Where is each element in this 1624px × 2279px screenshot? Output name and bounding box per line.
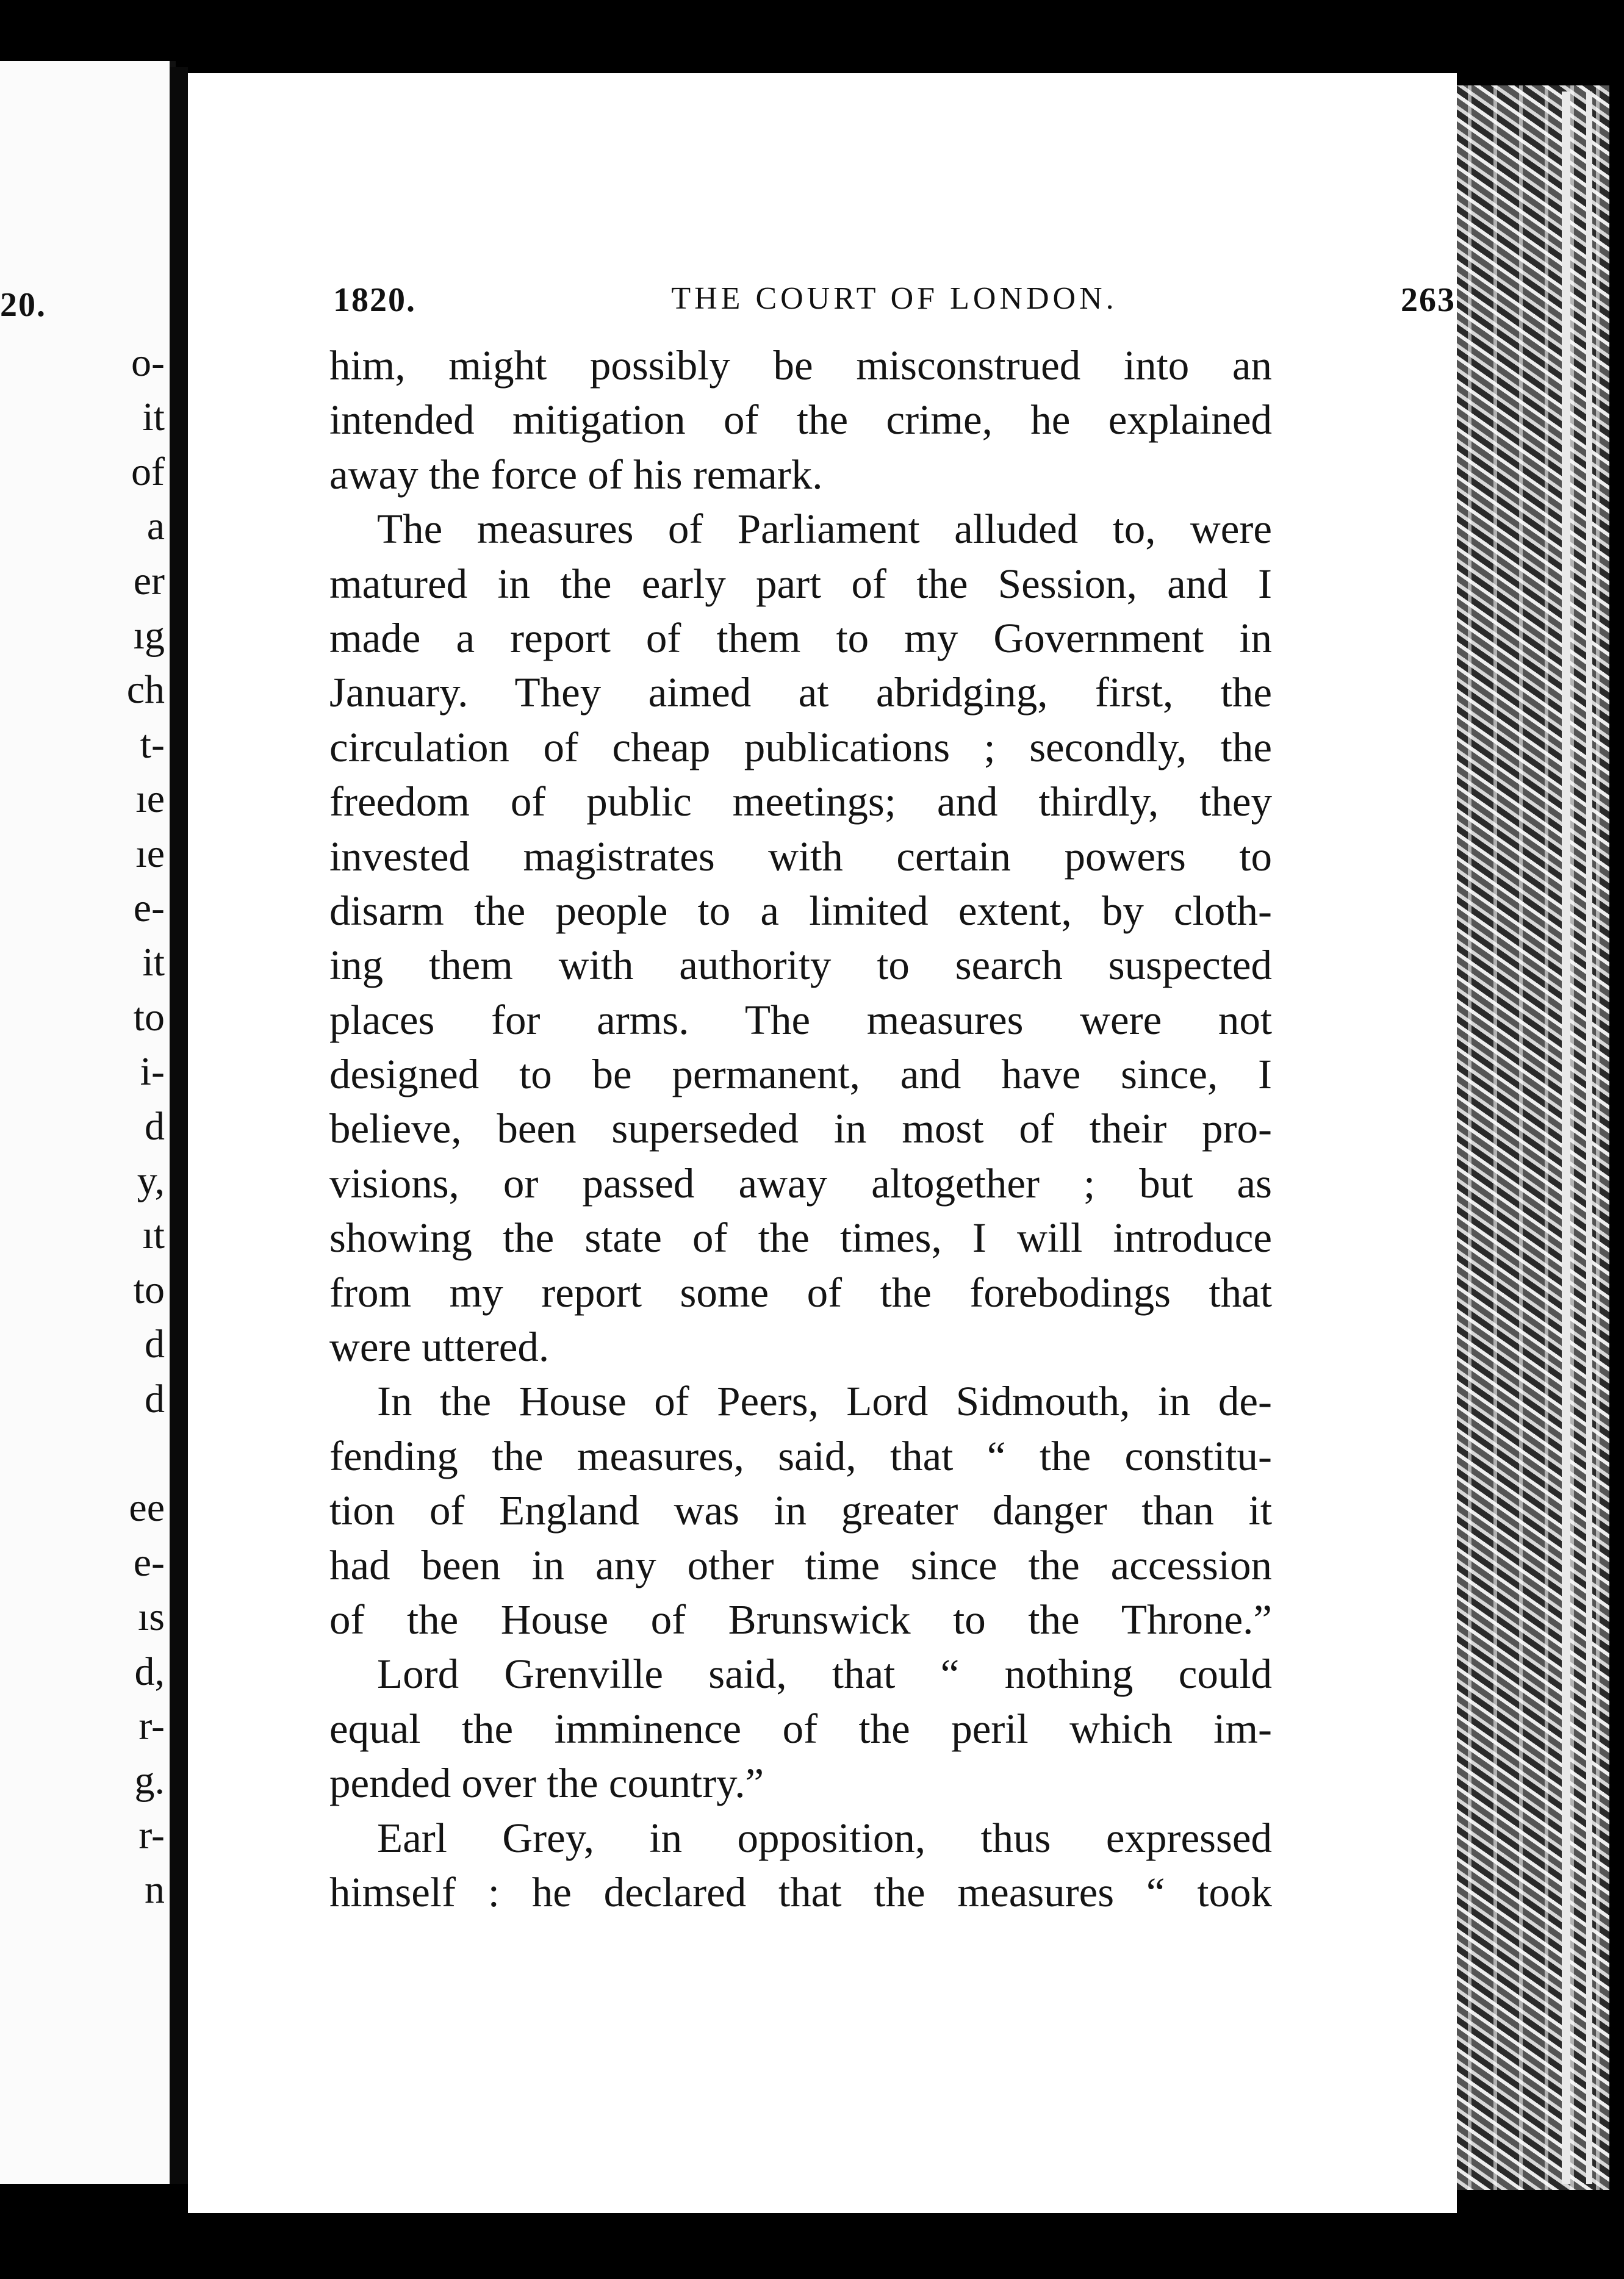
left-page-fragment: d — [145, 1322, 165, 1367]
left-page-fragment: n — [145, 1867, 165, 1912]
text-line: places for arms. The measures were not — [329, 996, 1272, 1043]
running-head-year: 1820. — [333, 281, 416, 319]
text-line: Lord Grenville said, that “ nothing could — [377, 1651, 1272, 1698]
left-page-fragment: ıg — [133, 613, 165, 658]
text-line: Earl Grey, in opposition, thus expressed — [377, 1814, 1272, 1861]
left-page-fragment: to — [133, 994, 165, 1039]
left-page-fragment: d — [145, 1376, 165, 1421]
left-page-fragment: ıe — [135, 831, 165, 876]
left-page-fragment: d — [145, 1104, 165, 1149]
left-page-fragment: to — [133, 1267, 165, 1312]
left-page-fragment: ıs — [137, 1595, 165, 1640]
page-edge-strip — [1562, 92, 1570, 2184]
left-page-fragment: y, — [137, 1158, 165, 1203]
text-line: In the House of Peers, Lord Sidmouth, in de- — [377, 1378, 1272, 1425]
text-line: of the House of Brunswick to the Throne.” — [329, 1596, 1272, 1643]
text-line: The measures of Parliament alluded to, were — [377, 506, 1272, 553]
text-line: intended mitigation of the crime, he explained — [329, 397, 1272, 443]
left-page-fragment: i- — [140, 1049, 165, 1094]
left-page-fragment: t- — [140, 722, 165, 767]
left-page-fragment: r- — [138, 1704, 165, 1748]
book-gutter — [170, 67, 188, 2184]
page-edge-strip — [1586, 92, 1592, 2184]
left-facing-page — [0, 61, 176, 2184]
text-line: circulation of cheap publications ; secondly, the — [329, 723, 1272, 770]
text-line: himself : he declared that the measures “ took — [329, 1868, 1272, 1915]
text-line: pended over the country.” — [329, 1760, 764, 1807]
text-line: designed to be permanent, and have since, I — [329, 1051, 1272, 1098]
text-line: January. They aimed at abridging, first, the — [329, 669, 1272, 716]
left-page-fragment: er — [133, 558, 165, 603]
text-line: believe, been superseded in most of their pro- — [329, 1105, 1272, 1152]
left-page-fragment: of — [131, 449, 165, 494]
left-page-fragment: o- — [131, 340, 165, 385]
text-line: had been in any other time since the accession — [329, 1541, 1272, 1588]
running-head-title: THE COURT OF LONDON. — [671, 281, 1118, 316]
left-page-fragment: ıt — [142, 1213, 165, 1258]
left-page-fragment: it — [142, 395, 165, 440]
text-line: ing them with authority to search suspected — [329, 942, 1272, 989]
left-page-fragment: ch — [126, 667, 165, 712]
left-page-fragment: e- — [133, 1540, 165, 1585]
left-page-fragment: g. — [134, 1758, 165, 1803]
text-line: away the force of his remark. — [329, 451, 823, 498]
left-page-fragment: d, — [134, 1649, 165, 1694]
text-line: him, might possibly be misconstrued into an — [329, 342, 1272, 389]
text-line: invested magistrates with certain powers to — [329, 833, 1272, 880]
left-page-header: 20. — [0, 286, 46, 324]
text-line: from my report some of the forebodings that — [329, 1269, 1272, 1316]
text-line: matured in the early part of the Session, and I — [329, 560, 1272, 607]
left-page-fragment: r- — [138, 1812, 165, 1857]
main-page — [188, 73, 1457, 2213]
body-text — [329, 339, 1272, 1920]
text-line: were uttered. — [329, 1324, 550, 1371]
left-page-fragment: ıe — [135, 777, 165, 822]
left-page-fragment: it — [142, 940, 165, 985]
left-page-fragment: a — [146, 504, 165, 549]
text-line: visions, or passed away altogether ; but as — [329, 1160, 1272, 1207]
text-line: equal the imminence of the peril which im- — [329, 1705, 1272, 1752]
left-page-fragment: e- — [133, 886, 165, 930]
page-number: 263 — [1401, 281, 1456, 319]
text-line: showing the state of the times, I will introduce — [329, 1215, 1272, 1262]
text-line: made a report of them to my Government in — [329, 614, 1272, 661]
left-page-fragment: ee — [129, 1485, 165, 1531]
text-line: disarm the people to a limited extent, by cloth- — [329, 887, 1272, 934]
text-line: tion of England was in greater danger than it — [329, 1487, 1272, 1534]
text-line: fending the measures, said, that “ the constitu- — [329, 1432, 1272, 1479]
text-line: freedom of public meetings; and thirdly, they — [329, 778, 1272, 825]
